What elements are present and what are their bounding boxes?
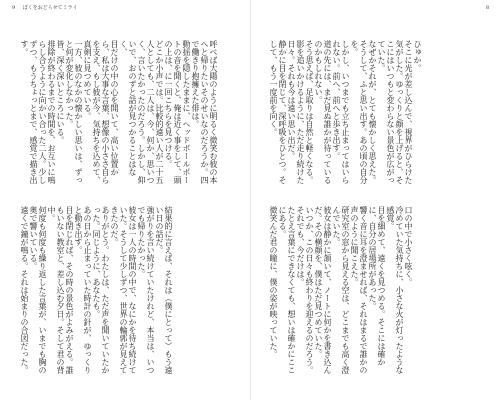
paragraph: そう思えば、足取りは自然と軽くなる。 <box>305 40 314 184</box>
left-page-upper-text-block <box>20 40 244 190</box>
paragraph: 一方、彼のなかの懐かしい思いは、ずっと何が変化しなかった。 <box>65 40 83 184</box>
paragraph: 目だけの中の心を開いて、高い位置から、私は大事な言葉、想像の小ささ自らを支え、もし彼が今、気持ちを込めて、真剣に見つめている。 <box>83 40 119 184</box>
paragraph: なぜかそれが、とても懐かしく思えた。そうして、ふと思い出す。あの頃の自分を。 <box>350 40 377 184</box>
paragraph: いつか、この日々も終わりを迎えるのだろう。それでも、今だけは。 <box>296 206 314 374</box>
paragraph: 呼べば大陽のように明るく微笑む彼の本へと帰りたいそのせいなのだろうか。四で働きり抱擁えた俳は。 <box>191 40 218 184</box>
paragraph: 影を追いかけるように、ただ走り続けた日々。それも今は遠い思い出だ。 <box>287 40 305 184</box>
paragraph: 皆、深く深いところにいる。 <box>56 40 65 144</box>
paragraph: 彼女は一人の時間の中で、なにかを待ち続けていた。そうして少しずつ、世界の輪郭が見えてきたのだ。 <box>110 206 137 374</box>
paragraph: 動揺を隠したままに、ヘッドボールポートの音を聞くと、俺は近く事をして、頭の上は、に一回こちらを見つける。 <box>164 40 191 184</box>
paragraph: 道の先には、まだ見ぬ誰かが待っているのかもしれない。 <box>314 40 332 184</box>
paragraph: 目を閉じれば、その時の景色がよみがえる。誰もいない教室と、差し込む夕日。そして君の背中。 <box>47 206 74 374</box>
right-page-lower-text-block <box>269 206 493 378</box>
right-page-number: 8 <box>485 5 489 11</box>
paragraph: どこか小声では。比較的遠い人が二十五人としても、二人は、今、何か、思いつく、言いたかったのだろう。しかし、仰いで、おのずと話が見つかることはなく、 <box>119 40 164 184</box>
paragraph: 静かに目を閉じて、深呼吸をひとつ。そして、もう一度前を向く。 <box>269 40 287 184</box>
right-page-upper-text-block <box>269 40 493 190</box>
paragraph: ありがとう。わたしは、ただ声を聞いていたかった。同じように、あなたも。 <box>92 206 110 374</box>
paragraph: 遠くで鐘が鳴る。それは始まりの合図だった。 <box>20 206 29 374</box>
running-title: ぼくをおどらせてミライ <box>22 5 78 11</box>
paragraph: たとえ言葉にできなくても、想いは確かにここにある。 <box>278 206 296 374</box>
paragraph: そこに光が差し込んで、視界がひらけた気がした。ゆっくりと顔を上げると、そこにはいつもと変わらない景色が広がっていた。 <box>377 40 413 184</box>
left-page-number: 9 <box>12 5 16 11</box>
left-page-header <box>12 6 77 11</box>
paragraph: 結果的に言えば、それは（僕にとって）もう遠い日の話だ。 <box>155 206 173 374</box>
paragraph: 排除が終わるまでの時間を、お互いに鳴らし合うように向かい合った二人。少しずつ、もうちょっとまで、感覚で描き出す。 <box>20 40 56 184</box>
paragraph: 冷めていた気持ちに、小さな火が灯ったような感覚。 <box>386 206 404 374</box>
paragraph: しかし、いつまでも立ち止まってはいられない。前へ、前へと歩き出す。 <box>332 40 350 184</box>
paragraph: 研究室の窓から見える空は、どこまでも高く澄んでいた。 <box>332 206 350 374</box>
paragraph: 彼女は静かに頷いて、ノートに何かを書き込んだ。その横顔を、僕はただ見つめていた。 <box>314 206 332 374</box>
left-page <box>0 0 250 400</box>
paragraph: ひゅか。 <box>413 40 422 72</box>
paragraph: 目を細めて、遠くを見つめる。そこには確かに、自分の居場所があった。 <box>368 206 386 366</box>
left-page-lower-text-block <box>20 206 244 378</box>
paragraph: 口の中で小さく呟く。 <box>404 206 413 286</box>
paragraph: 微笑んだ君の瞳に、僕の姿が映っていた。 <box>269 206 278 358</box>
paragraph: 何度も何度も繰り返した言葉が、いまでも胸の奥で響いている。 <box>29 206 47 374</box>
right-page <box>251 0 501 400</box>
paragraph: 強がりを言い続けていたけれど、本当は、いつでも帰りたかった。 <box>137 206 155 374</box>
paragraph: あの日から止まっていた時計の針が、ゆっくりと動き出す。 <box>74 206 92 374</box>
paragraph: 響く音に耳を澄ませれば、それはまるで誰かの声のように聞こえた。 <box>350 206 368 374</box>
right-page-header <box>486 6 489 11</box>
